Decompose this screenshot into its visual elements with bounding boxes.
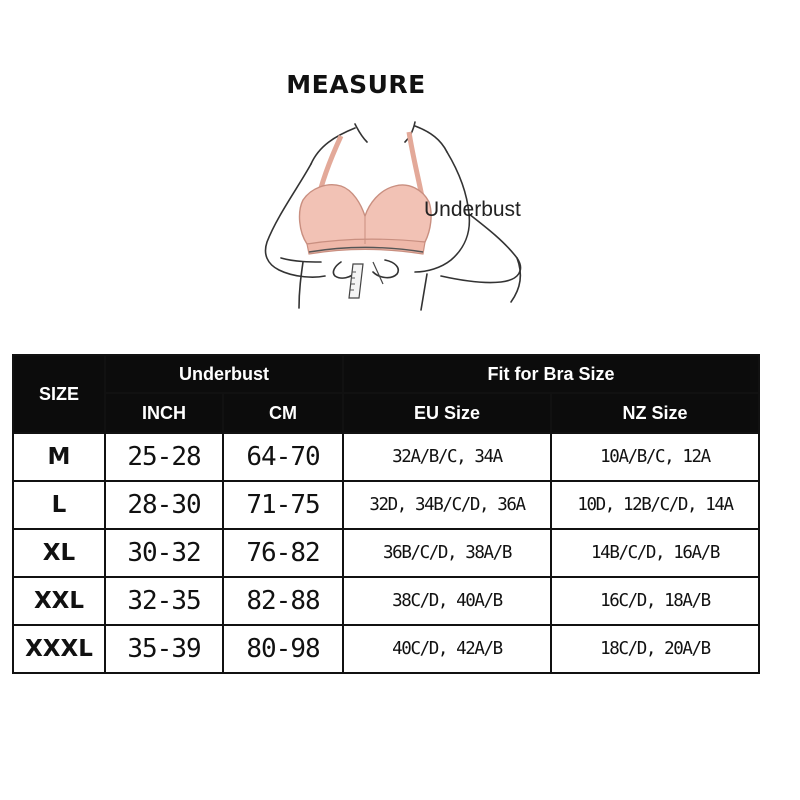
inch-cell: 28-30 [105, 481, 223, 529]
eu-size-cell: 40C/D, 42A/B [343, 625, 551, 673]
nz-size-cell: 18C/D, 20A/B [551, 625, 759, 673]
nz-size-cell: 10D, 12B/C/D, 14A [551, 481, 759, 529]
inch-cell: 25-28 [105, 433, 223, 481]
size-chart-table [12, 354, 760, 674]
header-inch: INCH [105, 393, 223, 433]
cm-cell: 82-88 [223, 577, 343, 625]
size-cell: L [13, 481, 105, 529]
size-cell: M [13, 433, 105, 481]
inch-cell: 35-39 [105, 625, 223, 673]
table-row [13, 625, 759, 673]
nz-size-cell: 10A/B/C, 12A [551, 433, 759, 481]
size-cell: XL [13, 529, 105, 577]
header-fit: Fit for Bra Size [343, 355, 759, 393]
header-underbust: Underbust [105, 355, 343, 393]
eu-size-cell: 36B/C/D, 38A/B [343, 529, 551, 577]
size-cell: XXL [13, 577, 105, 625]
cm-cell: 80-98 [223, 625, 343, 673]
header-nz: NZ Size [551, 393, 759, 433]
inch-cell: 30-32 [105, 529, 223, 577]
header-size: SIZE [13, 355, 105, 433]
header-eu: EU Size [343, 393, 551, 433]
cm-cell: 71-75 [223, 481, 343, 529]
underbust-label: Underbust [424, 198, 521, 221]
eu-size-cell: 32A/B/C, 34A [343, 433, 551, 481]
header-cm: CM [223, 393, 343, 433]
page-title: MEASURE [286, 70, 426, 99]
eu-size-cell: 32D, 34B/C/D, 36A [343, 481, 551, 529]
cm-cell: 76-82 [223, 529, 343, 577]
size-cell: XXXL [13, 625, 105, 673]
table-row [13, 433, 759, 481]
inch-cell: 32-35 [105, 577, 223, 625]
eu-size-cell: 38C/D, 40A/B [343, 577, 551, 625]
table-row [13, 481, 759, 529]
nz-size-cell: 16C/D, 18A/B [551, 577, 759, 625]
table-row [13, 577, 759, 625]
nz-size-cell: 14B/C/D, 16A/B [551, 529, 759, 577]
cm-cell: 64-70 [223, 433, 343, 481]
table-row [13, 529, 759, 577]
